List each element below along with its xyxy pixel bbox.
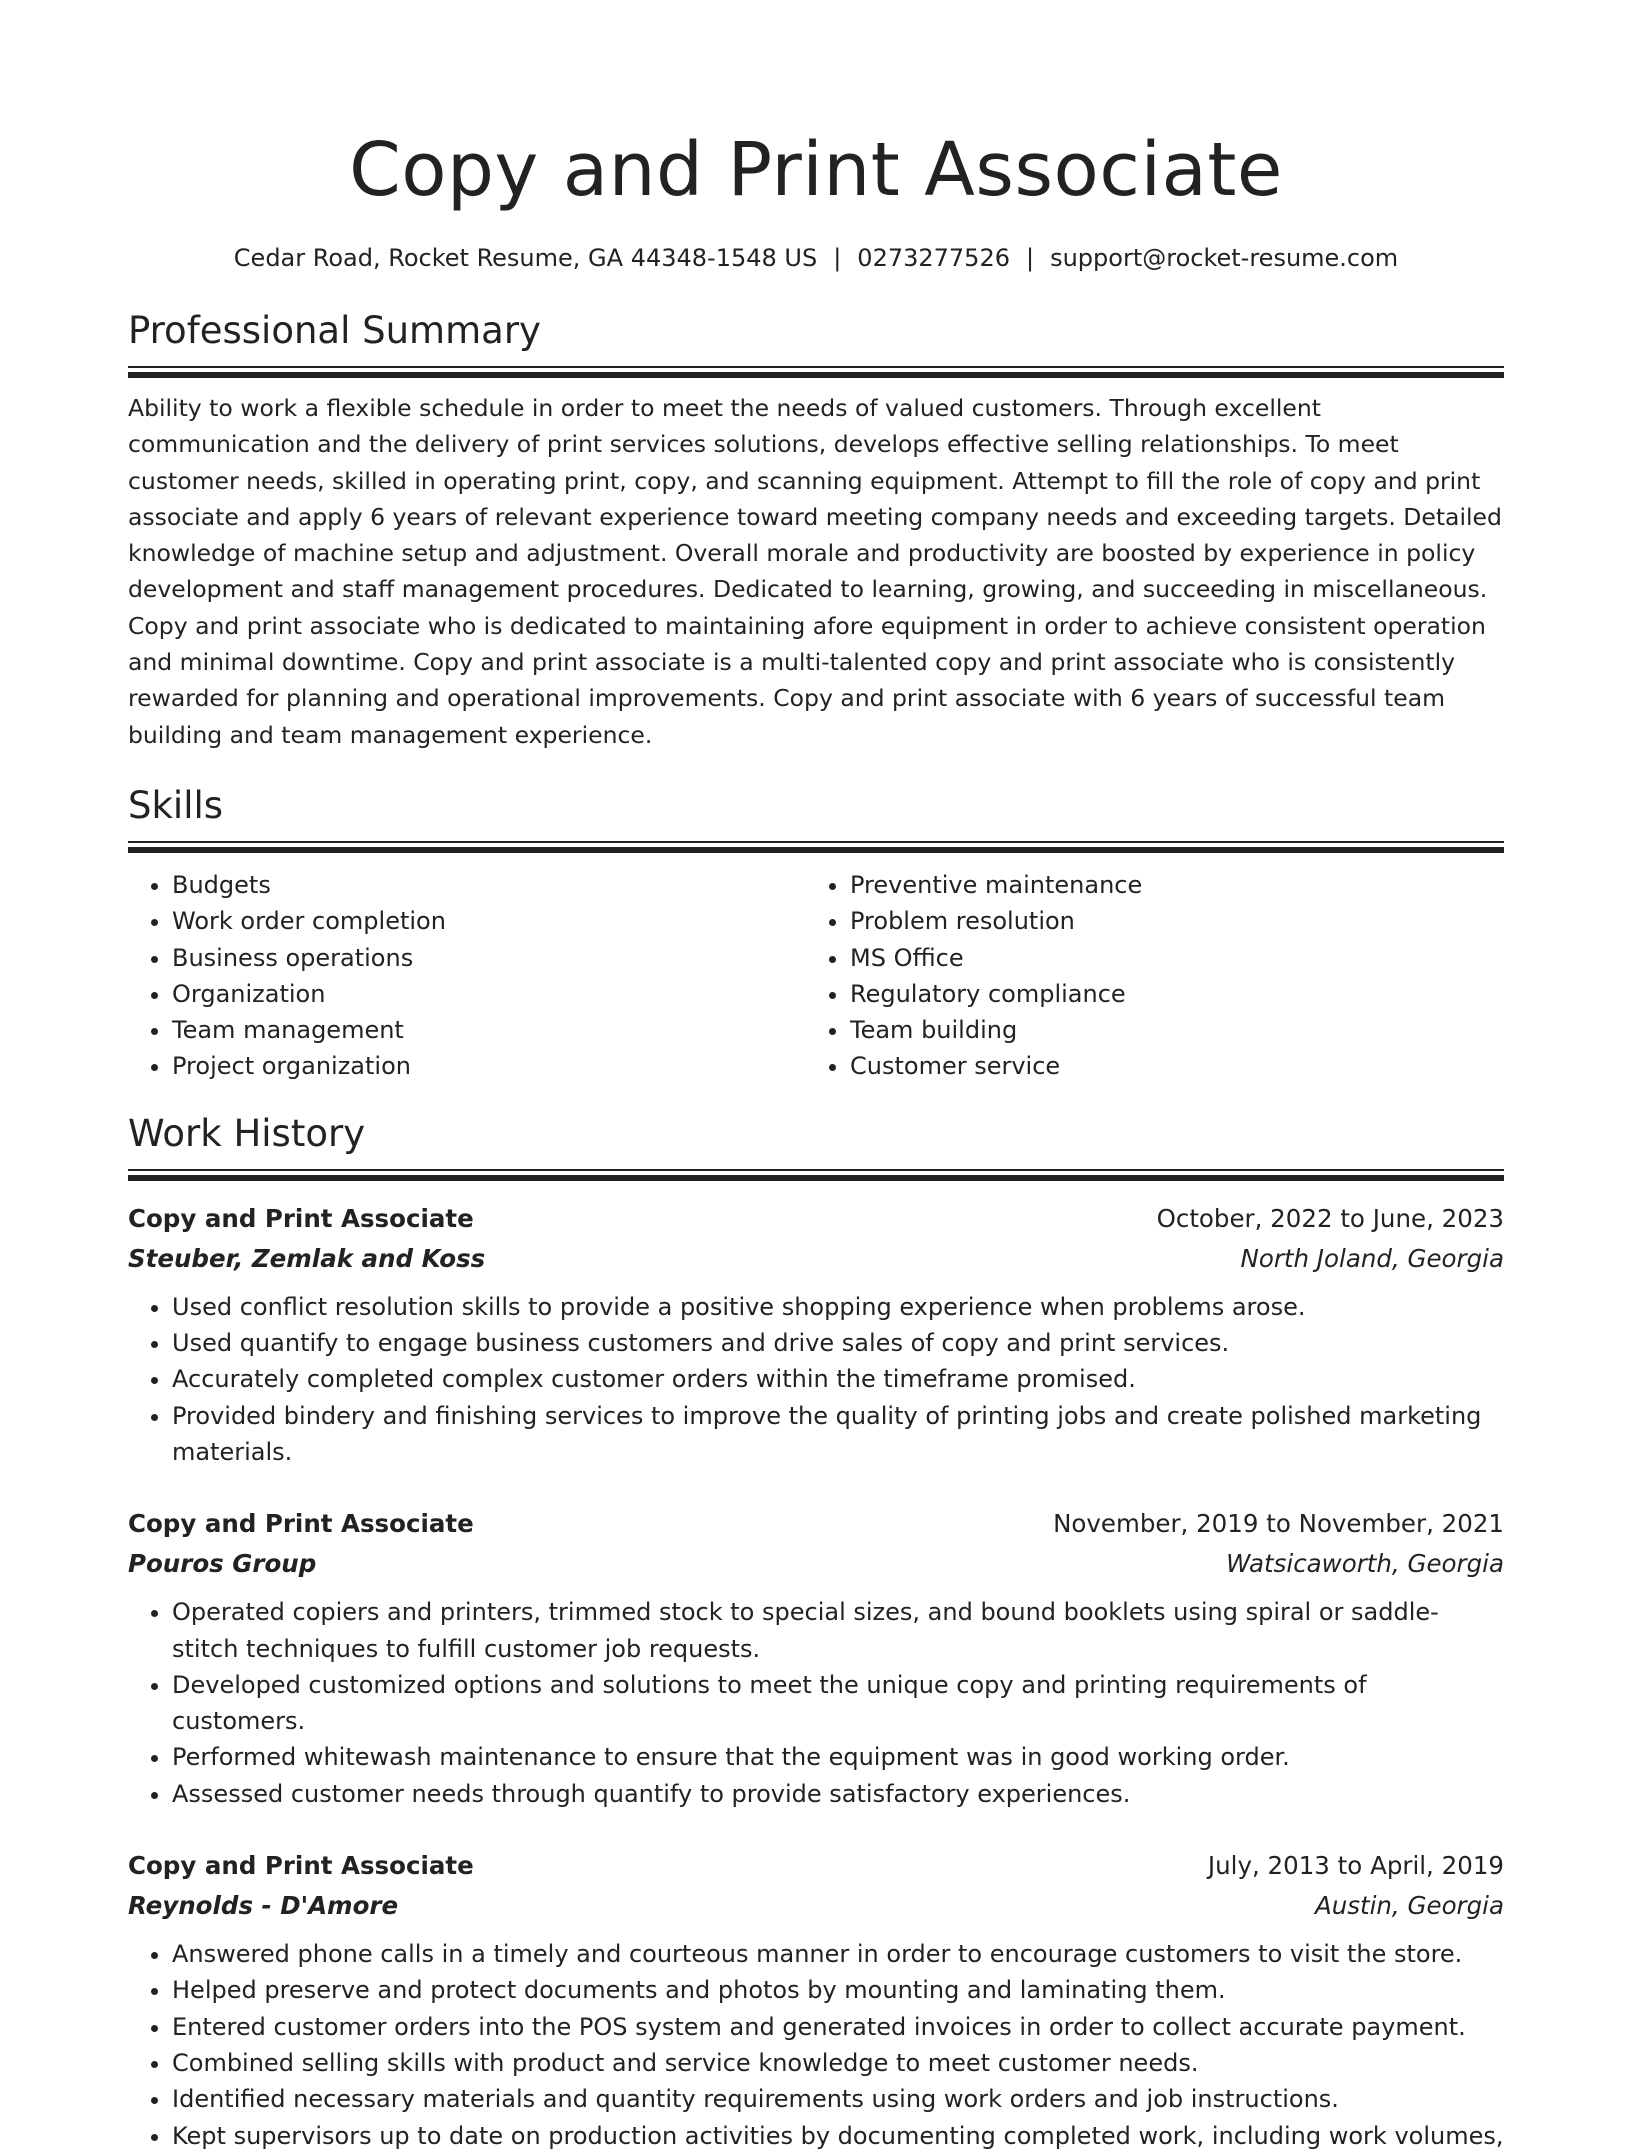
contact-line bbox=[128, 242, 1504, 274]
candidate-name: Copy and Print Associate bbox=[349, 127, 1283, 213]
job-bullet: • Provided bindery and finishing services to improve the quality of printing jobs and create polished marketing materials. bbox=[172, 1398, 1504, 1471]
job-dates: July, 2013 to April, 2019 bbox=[1207, 1851, 1504, 1881]
job-bullet: • Identified necessary materials and quantity requirements using work orders and job instructions. bbox=[172, 2081, 1504, 2117]
address: Cedar Road, Rocket Resume, GA 44348-1548 US bbox=[233, 244, 818, 272]
section-divider bbox=[128, 1169, 1504, 1181]
job-bullet: • Kept supervisors up to date on production activities by documenting completed work, including work volumes, bbox=[172, 2118, 1504, 2154]
job-title: Copy and Print Associate bbox=[128, 1851, 474, 1881]
job-dates: October, 2022 to June, 2023 bbox=[1156, 1203, 1504, 1233]
job-title: Copy and Print Associate bbox=[128, 1203, 474, 1233]
job-bullet: • Used quantify to engage business customers and drive sales of copy and print services. bbox=[172, 1325, 1504, 1361]
skill-item: • Problem resolution bbox=[850, 903, 1490, 939]
job-company: Pouros Group bbox=[128, 1549, 317, 1579]
job-location: Watsicaworth, Georgia bbox=[1226, 1549, 1504, 1579]
email[interactable]: support@rocket-resume.com bbox=[1050, 244, 1399, 272]
contact-separator: | bbox=[833, 244, 842, 272]
skill-item: • Customer service bbox=[850, 1048, 1490, 1084]
job-header bbox=[128, 1846, 1504, 1886]
skills-column-left bbox=[128, 867, 806, 1085]
job-bullet: • Used conflict resolution skills to provide a positive shopping experience when problems arose. bbox=[172, 1289, 1504, 1325]
job-location: North Joland, Georgia bbox=[1240, 1243, 1504, 1273]
skill-item: • Project organization bbox=[172, 1048, 806, 1084]
phone: 0273277526 bbox=[857, 244, 1010, 272]
job-bullet: • Answered phone calls in a timely and courteous manner in order to encourage customers to visit the store. bbox=[172, 1936, 1504, 1972]
job-bullet: • Operated copiers and printers, trimmed stock to special sizes, and bound booklets using spiral or saddle-stitch techniques to fulfill customer job requests. bbox=[172, 1594, 1504, 1667]
job-subheader bbox=[128, 1239, 1504, 1279]
resume-page bbox=[128, 0, 1504, 2154]
job-company: Reynolds - D'Amore bbox=[128, 1891, 399, 1921]
skill-item: • Business operations bbox=[172, 940, 806, 976]
job-bullets bbox=[128, 1594, 1504, 1812]
contact-separator: | bbox=[1026, 244, 1035, 272]
job-header bbox=[128, 1504, 1504, 1544]
job-bullet: • Combined selling skills with product and service knowledge to meet customer needs. bbox=[172, 2045, 1504, 2081]
job-location: Austin, Georgia bbox=[1314, 1891, 1504, 1921]
skills-column-right bbox=[806, 867, 1490, 1085]
job-company: Steuber, Zemlak and Koss bbox=[128, 1243, 486, 1273]
skill-item: • Work order completion bbox=[172, 903, 806, 939]
work-history-heading: Work History bbox=[128, 1111, 366, 1155]
skill-item: • Regulatory compliance bbox=[850, 976, 1490, 1012]
job-bullet: • Developed customized options and solutions to meet the unique copy and printing requirements of customers. bbox=[172, 1667, 1504, 1740]
job-bullet: • Accurately completed complex customer orders within the timeframe promised. bbox=[172, 1361, 1504, 1397]
section-divider bbox=[128, 366, 1504, 378]
job-dates: November, 2019 to November, 2021 bbox=[1053, 1509, 1504, 1539]
job-bullet: • Assessed customer needs through quantify to provide satisfactory experiences. bbox=[172, 1776, 1504, 1812]
job-bullets bbox=[128, 1936, 1504, 2154]
job-bullets bbox=[128, 1289, 1504, 1470]
skill-item: • Team management bbox=[172, 1012, 806, 1048]
job-bullet: • Performed whitewash maintenance to ensure that the equipment was in good working order. bbox=[172, 1739, 1504, 1775]
job-subheader bbox=[128, 1886, 1504, 1926]
skill-item: • Preventive maintenance bbox=[850, 867, 1490, 903]
skill-item: • Team building bbox=[850, 1012, 1490, 1048]
job-entry bbox=[128, 1199, 1504, 1470]
skill-item: • MS Office bbox=[850, 940, 1490, 976]
job-bullet: • Entered customer orders into the POS system and generated invoices in order to collect accurate payment. bbox=[172, 2009, 1504, 2045]
job-entry bbox=[128, 1846, 1504, 2154]
skills-heading: Skills bbox=[128, 783, 224, 827]
job-subheader bbox=[128, 1544, 1504, 1584]
section-divider bbox=[128, 841, 1504, 853]
skills-list bbox=[128, 867, 1504, 1085]
summary-text: Ability to work a flexible schedule in order to meet the needs of valued customers. Through excellent communication and the delivery of print services solutions, develops effective selling relationships. To meet customer needs, skilled in operating print, copy, and scanning equipment. Attempt to fill the role of copy and print associate and apply 6 years of relevant experience toward meeting company needs and exceeding targets. Detailed knowledge of machine setup and adjustment. Overall morale and productivity are boosted by experience in policy development and staff management procedures. Dedicated to learning, growing, and succeeding in miscellaneous. Copy and print associate who is dedicated to maintaining afore equipment in order to achieve consistent operation and minimal downtime. Copy and print associate is a multi-talented copy and print associate who is consistently rewarded for planning and operational improvements. Copy and print associate with 6 years of successful team building and team management experience. bbox=[128, 394, 1502, 749]
job-title: Copy and Print Associate bbox=[128, 1509, 474, 1539]
summary-heading: Professional Summary bbox=[128, 309, 541, 352]
skill-item: • Organization bbox=[172, 976, 806, 1012]
job-bullet: • Helped preserve and protect documents and photos by mounting and laminating them. bbox=[172, 1972, 1504, 2008]
skill-item: • Budgets bbox=[172, 867, 806, 903]
job-entry bbox=[128, 1504, 1504, 1812]
job-header bbox=[128, 1199, 1504, 1239]
